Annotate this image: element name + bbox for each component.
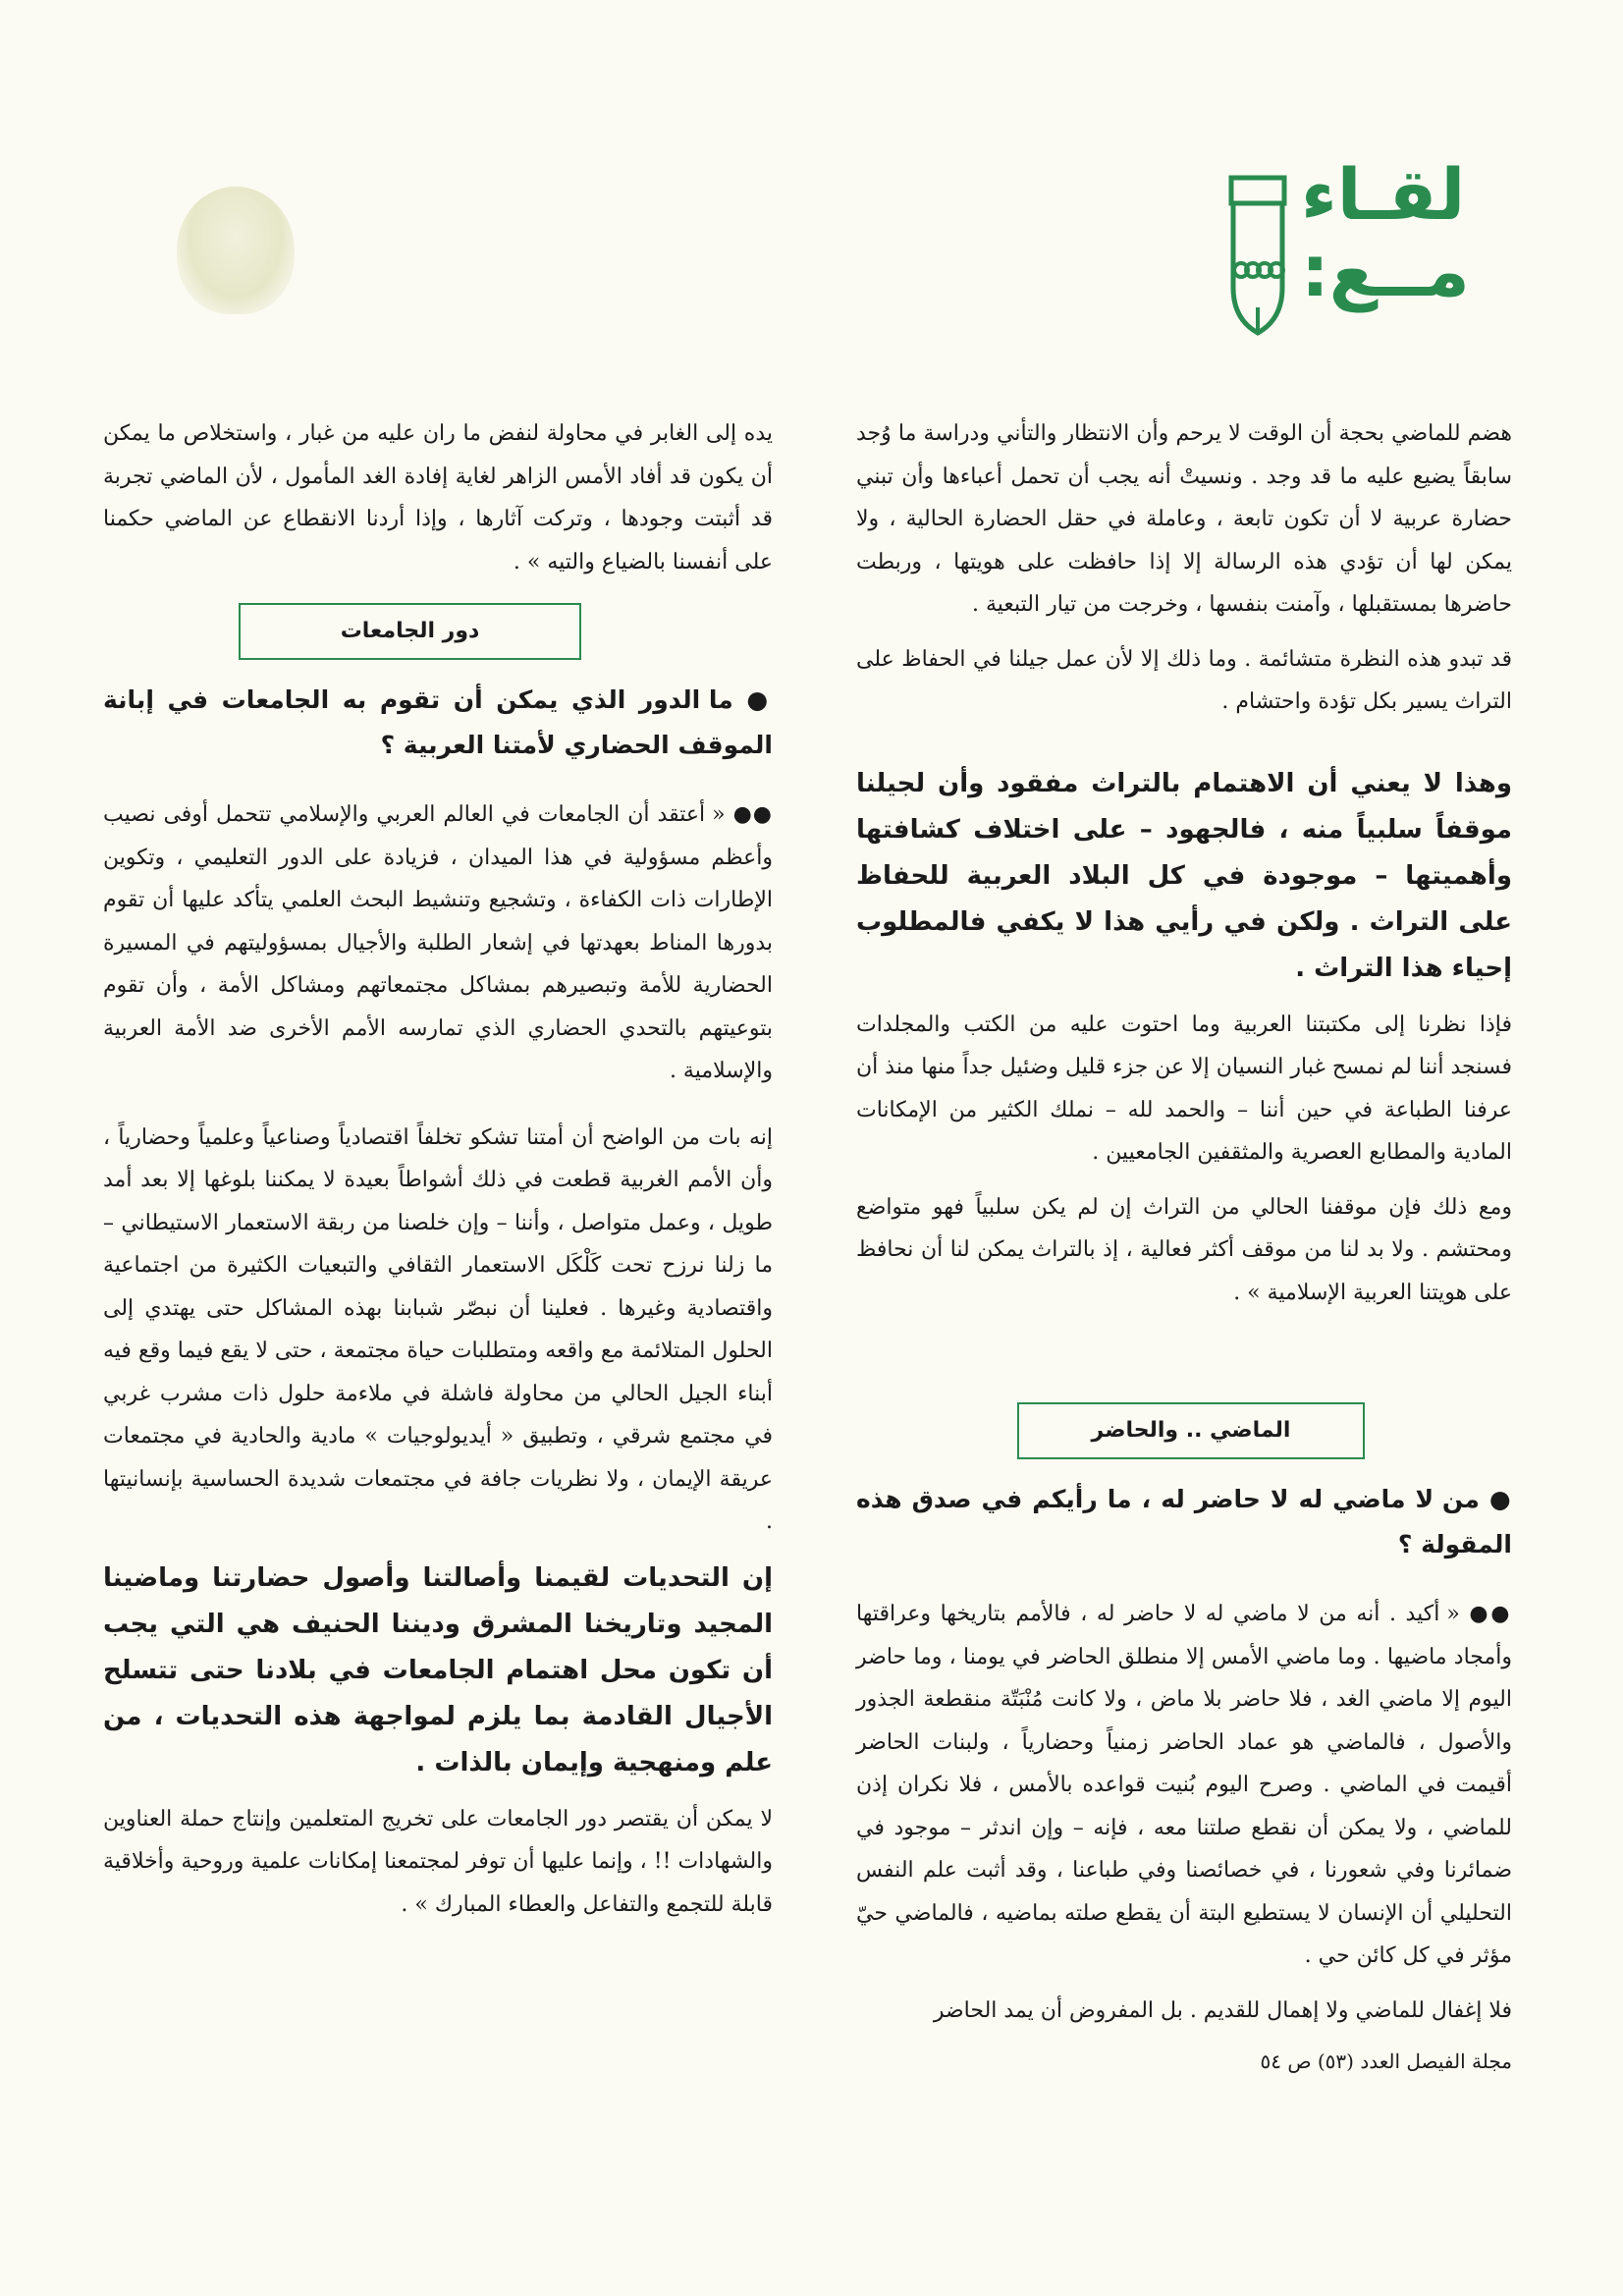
- question-1-text: ما الدور الذي يمكن أن تقوم به الجامعات في إبانة الموقف الحضاري لأمتنا العربية ؟: [103, 685, 773, 759]
- question-2: ● من لا ماضي له لا حاضر له ، ما رأيكم في صدق هذه المقولة ؟: [856, 1485, 1512, 1558]
- right-highlight-paragraph: وهذا لا يعني أن الاهتمام بالتراث مفقود وأن لجيلنا موقفاً سلبياً منه ، فالجهود – على اختلاف كشافتها وأهميتها – موجودة في كل البلاد العربية للحفاظ على التراث . ولكن في رأيي هذا لا يكفي فالمطلوب إحياء هذا التراث .: [856, 768, 1512, 983]
- section-heading-universities: دور الجامعات: [239, 603, 581, 660]
- left-column: [103, 412, 773, 1938]
- left-highlight-paragraph: إن التحديات لقيمنا وأصالتنا وأصول حضارتنا وماضينا المجيد وتاريخنا المشرق وديننا الحنيف هي التي يجب أن تكون محل اهتمام الجامعات في بلادنا حتى تتسلح الأجيال القادمة بما يلزم لمواجهة هذه التحديات ، من علم ومنهجية وإيمان بالذات .: [103, 1562, 773, 1777]
- left-paragraph-1: يده إلى الغابر في محاولة لنفض ما ران عليه من غبار ، واستخلاص ما يمكن أن يكون قد أفاد الأمس الزاهر لغاية إفادة الغد المأمول ، لأن الماضي تجربة قد أثبتت وجودها ، وتركت آثارها ، وإذا أردنا الانقطاع عن الماضي حكمنا على أنفسنا بالضياع والتيه » .: [103, 421, 773, 574]
- answer-2-text: « أكيد . أنه من لا ماضي له لا حاضر له ، فالأمم بتاريخها وعراقتها وأمجاد ماضيها . وما ماضي الأمس إلا منطلق الحاضر في يومنا ، وما حاضر اليوم إلا ماضي الغد ، فلا حاضر بلا ماض ، ولا كانت مُنْبَتّة منقطعة الجذور والأصول ، فالماضي هو عماد الحاضر زمنياً وحضارياً ، ولبنات الحاضر أقيمت في الماضي . وصرح اليوم بُنيت قواعده بالأمس ، فلا نكران إذن للماضي ، ولا يمكن أن نقطع صلتنا معه ، فإنه – وإن اندثر – موجود في ضمائرنا وفي شعورنا ، في خصائصنا وفي طباعنا ، وقد أثبت علم النفس التحليلي أن الإنسان لا يستطيع البتة أن يقطع صلته بماضيه ، فالماضي حيّ مؤثر في كل كائن حي .: [856, 1602, 1512, 1968]
- answer-1-dots: ●●: [732, 802, 773, 827]
- answer-1-text: « أعتقد أن الجامعات في العالم العربي والإسلامي تتحمل أوفى نصيب وأعظم مسؤولية في هذا الميدان ، فزيادة على الدور التعليمي ، وتكوين الإطارات ذات الكفاءة ، وتشجيع وتنشيط البحث العلمي يتأكد عليها أن تقوم بدورها المناط بعهدتها في إشعار الطلبة والأجيال بمسؤوليتهم في المسيرة الحضارية للأمة وتبصيرهم بمشاكل مجتمعاتهم ومشاكل الأمة ، وأن تقوم بتوعيتهم بالتحدي الحضاري الذي تمارسه الأمم الأخرى ضد الأمة العربية والإسلامية .: [103, 802, 773, 1083]
- right-column: [856, 412, 1512, 2044]
- right-paragraph-2: قد تبدو هذه النظرة متشائمة . وما ذلك إلا لأن عمل جيلنا في الحفاظ على التراث يسير بكل تؤدة واحتشام .: [856, 646, 1512, 714]
- header-title-line1: لقـاء: [1301, 153, 1466, 236]
- answer-2: [856, 1593, 1512, 1978]
- question-1: ● ما الدور الذي يمكن أن تقوم به الجامعات في إبانة الموقف الحضاري لأمتنا العربية ؟: [103, 685, 773, 759]
- question-2-text: من لا ماضي له لا حاضر له ، ما رأيكم في صدق هذه المقولة ؟: [856, 1485, 1512, 1558]
- section-heading-past-present: الماضي .. والحاضر: [1017, 1402, 1365, 1459]
- hand-pen-logo-icon: [1225, 172, 1290, 339]
- faded-portrait-photo: [177, 187, 295, 314]
- right-paragraph-4: ومع ذلك فإن موقفنا الحالي من التراث إن لم يكن سلبياً فهو متواضع ومحتشم . ولا بد لنا من موقف أكثر فعالية ، إذ بالتراث يمكن لنا أن نحافظ على هويتنا العربية الإسلامية » .: [856, 1194, 1512, 1305]
- answer-1: [103, 793, 773, 1093]
- right-paragraph-1: هضم للماضي بحجة أن الوقت لا يرحم وأن الانتظار والتأني ودراسة ما وُجد سابقاً يضيع عليه ما قد وجد . ونسيتْ أنه يجب أن تحمل أعباءها وأن تبني حضارة عربية لا أن تكون تابعة ، وعاملة في حقل الحضارة الحالية ، ولا يمكن لها أن تؤدي هذه الرسالة إلا إذا حافظت على هويتها ، وربطت حاضرها بمستقبلها ، وآمنت بنفسها ، وخرجت من تيار التبعية .: [856, 421, 1512, 617]
- page-footer-citation: مجلة الفيصل العدد (٥٣) ص ٥٤: [1260, 2050, 1512, 2073]
- header-title-line2: مــع:: [1301, 230, 1470, 312]
- left-paragraph-2: إنه بات من الواضح أن أمتنا تشكو تخلفاً اقتصادياً وصناعياً وعلمياً وحضارياً ، وأن الأمم الغربية قطعت في ذلك أشواطاً بعيدة لا يمكننا بلوغها إلا بعد أمد طويل ، وعمل متواصل ، وأننا – وإن خلصنا من ربقة الاستعمار الاستيطاني – ما زلنا نرزح تحت كَلْكَل الاستعمار الثقافي والتبعيات الكثيرة من اجتماعية واقتصادية وغيرها . فعلينا أن نبصّر شبابنا بهذه المشاكل حتى يهتدي إلى الحلول المتلائمة مع واقعه ومتطلبات حياة مجتمعة ، حتى لا يقع فيما وقع فيه أبناء الجيل الحالي من محاولة فاشلة في ملاءمة حلول ذات مشرب غربي في مجتمع شرقي ، وتطبيق « أيديولوجيات » مادية والحادية في مجتمعات عريقة الإيمان ، ولا نظريات جافة في مجتمعات شديدة الحساسية بإنسانيتها .: [103, 1124, 773, 1534]
- right-paragraph-5: فلا إغفال للماضي ولا إهمال للقديم . بل المفروض أن يمد الحاضر: [933, 1997, 1512, 2023]
- right-paragraph-3: فإذا نظرنا إلى مكتبتنا العربية وما احتوت عليه من الكتب والمجلدات فسنجد أننا لم نمسح غبار النسيان إلا عن جزء قليل وضئيل جداً منها منذ أن عرفنا الطباعة في حين أننا – والحمد لله – نملك الكثير من الإمكانات المادية والمطابع العصرية والمثقفين الجامعيين .: [856, 1011, 1512, 1165]
- left-paragraph-3: لا يمكن أن يقتصر دور الجامعات على تخريج المتعلمين وإنتاج حملة العناوين والشهادات !! ، وإنما عليها أن توفر لمجتمعنا إمكانات علمية وروحية وأخلاقية قابلة للتجمع والتفاعل والعطاء المبارك » .: [103, 1806, 773, 1917]
- answer-2-dots: ●●: [1469, 1602, 1512, 1626]
